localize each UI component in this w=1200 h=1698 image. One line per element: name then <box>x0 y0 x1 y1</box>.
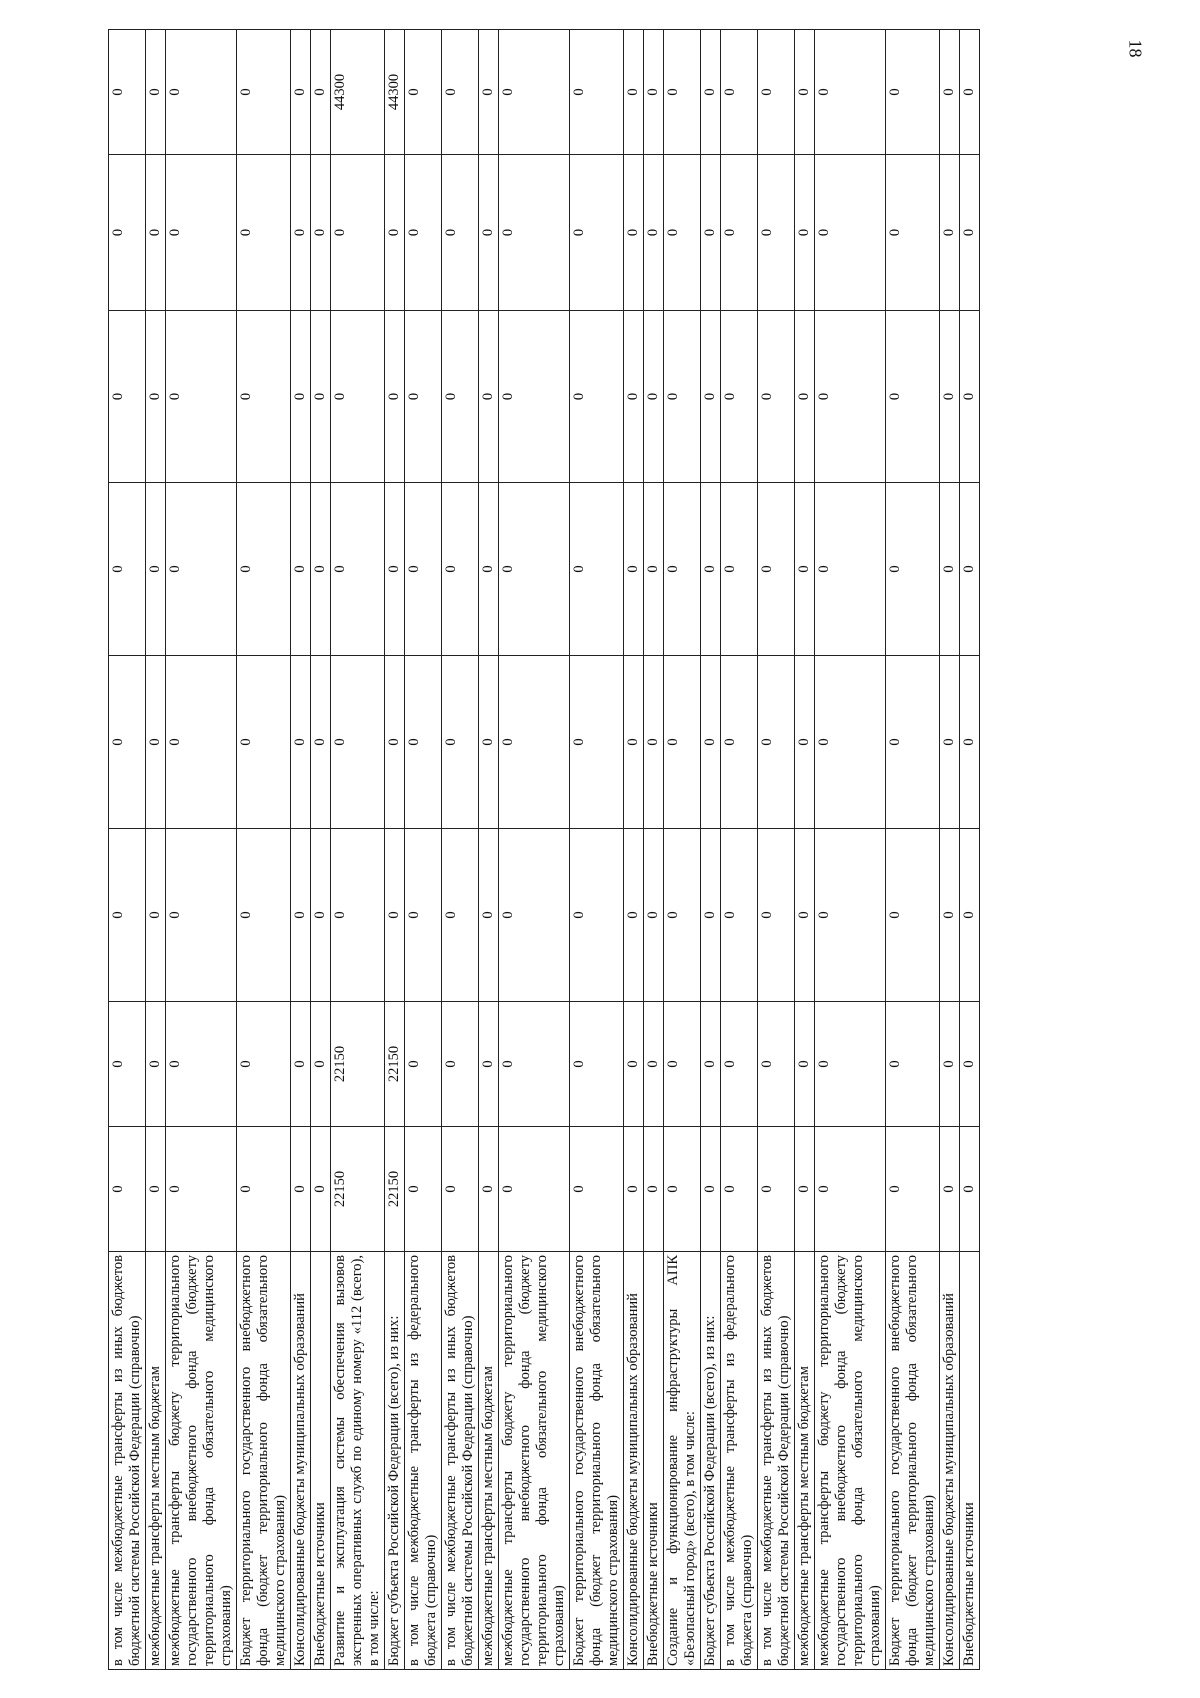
value-cell: 0 <box>721 483 758 656</box>
table-row <box>758 30 795 1670</box>
row-label-cell: Создание и функционирование инфраструктуры АПК «Безопасный город» (всего), в том числе: <box>664 1252 701 1670</box>
value-cell: 0 <box>499 483 570 656</box>
value-cell: 0 <box>624 1127 644 1252</box>
table-row <box>109 30 146 1670</box>
value-cell: 0 <box>886 311 940 483</box>
value-cell: 0 <box>795 1002 815 1127</box>
table-row <box>237 30 291 1670</box>
value-cell: 0 <box>291 656 311 829</box>
value-cell: 0 <box>644 483 664 656</box>
value-cell: 0 <box>311 829 331 1002</box>
value-cell: 0 <box>291 155 311 311</box>
value-cell: 0 <box>701 483 721 656</box>
value-cell: 0 <box>701 829 721 1002</box>
value-cell: 0 <box>886 1002 940 1127</box>
value-cell: 0 <box>385 656 405 829</box>
value-cell: 0 <box>109 311 146 483</box>
value-cell: 0 <box>624 1002 644 1127</box>
value-cell: 0 <box>109 155 146 311</box>
value-cell: 0 <box>815 656 886 829</box>
value-cell: 0 <box>570 1002 624 1127</box>
value-cell: 0 <box>940 829 960 1002</box>
value-cell: 0 <box>664 155 701 311</box>
value-cell: 0 <box>166 30 237 155</box>
value-cell: 0 <box>701 656 721 829</box>
value-cell: 0 <box>311 1127 331 1252</box>
value-cell: 0 <box>166 656 237 829</box>
value-cell: 0 <box>664 656 701 829</box>
value-cell: 0 <box>237 30 291 155</box>
row-label-cell: Бюджет субъекта Российской Федерации (всего), из них: <box>701 1252 721 1670</box>
value-cell: 0 <box>109 1127 146 1252</box>
financing-table <box>108 29 980 1670</box>
value-cell: 0 <box>146 483 166 656</box>
value-cell: 0 <box>385 311 405 483</box>
value-cell: 0 <box>237 829 291 1002</box>
value-cell: 0 <box>442 1127 479 1252</box>
value-cell: 0 <box>940 483 960 656</box>
table-row <box>570 30 624 1670</box>
value-cell: 0 <box>758 483 795 656</box>
table-row <box>146 30 166 1670</box>
value-cell: 0 <box>109 829 146 1002</box>
value-cell: 0 <box>624 829 644 1002</box>
value-cell: 44300 <box>331 30 385 155</box>
value-cell: 0 <box>664 829 701 1002</box>
table-row <box>940 30 960 1670</box>
value-cell: 0 <box>886 155 940 311</box>
table-row <box>701 30 721 1670</box>
table-row <box>385 30 405 1670</box>
value-cell: 0 <box>237 1002 291 1127</box>
row-label-cell: Внебюджетные источники <box>311 1252 331 1670</box>
value-cell: 0 <box>940 155 960 311</box>
value-cell: 0 <box>570 483 624 656</box>
value-cell: 0 <box>331 155 385 311</box>
table-row <box>886 30 940 1670</box>
value-cell: 0 <box>960 30 980 155</box>
value-cell: 0 <box>701 1127 721 1252</box>
table-row <box>166 30 237 1670</box>
value-cell: 0 <box>291 1127 311 1252</box>
value-cell: 0 <box>624 656 644 829</box>
table-row <box>442 30 479 1670</box>
value-cell: 0 <box>960 1127 980 1252</box>
value-cell: 0 <box>499 1127 570 1252</box>
value-cell: 0 <box>311 1002 331 1127</box>
value-cell: 0 <box>701 311 721 483</box>
value-cell: 0 <box>815 1127 886 1252</box>
value-cell: 0 <box>624 155 644 311</box>
value-cell: 0 <box>499 829 570 1002</box>
value-cell: 0 <box>758 1127 795 1252</box>
value-cell: 0 <box>644 30 664 155</box>
value-cell: 0 <box>815 311 886 483</box>
value-cell: 0 <box>405 1002 442 1127</box>
value-cell: 0 <box>237 483 291 656</box>
value-cell: 0 <box>624 483 644 656</box>
value-cell: 0 <box>442 155 479 311</box>
value-cell: 0 <box>664 30 701 155</box>
value-cell: 0 <box>960 311 980 483</box>
table-row <box>795 30 815 1670</box>
value-cell: 0 <box>499 311 570 483</box>
row-label-cell: в том числе межбюджетные трансферты из иных бюджетов бюджетной системы Российской Федерации (справочно) <box>758 1252 795 1670</box>
value-cell: 0 <box>960 155 980 311</box>
row-label-cell: Внебюджетные источники <box>960 1252 980 1670</box>
value-cell: 0 <box>795 311 815 483</box>
value-cell: 22150 <box>331 1127 385 1252</box>
value-cell: 0 <box>960 483 980 656</box>
value-cell: 0 <box>721 155 758 311</box>
value-cell: 0 <box>644 311 664 483</box>
value-cell: 0 <box>644 155 664 311</box>
value-cell: 0 <box>886 30 940 155</box>
value-cell: 0 <box>405 829 442 1002</box>
value-cell: 0 <box>701 30 721 155</box>
value-cell: 0 <box>146 829 166 1002</box>
value-cell: 0 <box>940 311 960 483</box>
value-cell: 0 <box>237 311 291 483</box>
value-cell: 0 <box>570 1127 624 1252</box>
value-cell: 0 <box>291 1002 311 1127</box>
row-label-cell: Консолидированные бюджеты муниципальных образований <box>291 1252 311 1670</box>
row-label-cell: в том числе межбюджетные трансферты из федерального бюджета (справочно) <box>721 1252 758 1670</box>
value-cell: 0 <box>442 1002 479 1127</box>
page-number: 18 <box>1125 39 1146 57</box>
value-cell: 0 <box>479 155 499 311</box>
table-row <box>291 30 311 1670</box>
value-cell: 0 <box>758 829 795 1002</box>
value-cell: 0 <box>331 829 385 1002</box>
value-cell: 0 <box>479 1127 499 1252</box>
value-cell: 0 <box>701 155 721 311</box>
value-cell: 0 <box>166 829 237 1002</box>
value-cell: 0 <box>795 656 815 829</box>
value-cell: 0 <box>109 483 146 656</box>
value-cell: 0 <box>291 30 311 155</box>
value-cell: 0 <box>886 656 940 829</box>
value-cell: 0 <box>499 30 570 155</box>
value-cell: 0 <box>405 311 442 483</box>
value-cell: 0 <box>815 483 886 656</box>
value-cell: 0 <box>146 1002 166 1127</box>
value-cell: 0 <box>237 656 291 829</box>
value-cell: 0 <box>960 829 980 1002</box>
value-cell: 0 <box>721 829 758 1002</box>
value-cell: 0 <box>311 656 331 829</box>
value-cell: 0 <box>479 311 499 483</box>
table-row <box>405 30 442 1670</box>
value-cell: 0 <box>721 1002 758 1127</box>
row-label-cell: Бюджет территориального государственного внебюджетного фонда (бюджет территориального фонда обязательного медицинского страхования) <box>886 1252 940 1670</box>
row-label-cell: в том числе межбюджетные трансферты из иных бюджетов бюджетной системы Российской Федерации (справочно) <box>109 1252 146 1670</box>
value-cell: 0 <box>331 311 385 483</box>
value-cell: 0 <box>385 829 405 1002</box>
value-cell: 0 <box>570 30 624 155</box>
value-cell: 0 <box>479 656 499 829</box>
row-label-cell: Развитие и эксплуатация системы обеспечения вызовов экстренных оперативных служб по единому номеру «112 (всего), в том числе: <box>331 1252 385 1670</box>
value-cell: 0 <box>311 311 331 483</box>
value-cell: 0 <box>146 656 166 829</box>
value-cell: 0 <box>758 30 795 155</box>
row-label-cell: Бюджет территориального государственного внебюджетного фонда (бюджет территориального фонда обязательного медицинского страхования) <box>237 1252 291 1670</box>
value-cell: 0 <box>721 656 758 829</box>
value-cell: 0 <box>815 1002 886 1127</box>
value-cell: 0 <box>664 1002 701 1127</box>
value-cell: 0 <box>758 155 795 311</box>
value-cell: 0 <box>940 30 960 155</box>
value-cell: 0 <box>291 483 311 656</box>
value-cell: 0 <box>311 30 331 155</box>
value-cell: 0 <box>166 311 237 483</box>
value-cell: 0 <box>960 1002 980 1127</box>
row-label-cell: межбюджетные трансферты бюджету территориального государственного внебюджетного фонда (бюджету территориального фонда обязательного медицинского страхования) <box>499 1252 570 1670</box>
table-row <box>960 30 980 1670</box>
value-cell: 0 <box>405 30 442 155</box>
table-row <box>479 30 499 1670</box>
table-row <box>311 30 331 1670</box>
value-cell: 0 <box>624 30 644 155</box>
row-label-cell: межбюджетные трансферты местным бюджетам <box>146 1252 166 1670</box>
value-cell: 0 <box>442 30 479 155</box>
value-cell: 0 <box>795 1127 815 1252</box>
value-cell: 22150 <box>331 1002 385 1127</box>
value-cell: 0 <box>570 155 624 311</box>
value-cell: 0 <box>795 483 815 656</box>
value-cell: 0 <box>758 311 795 483</box>
value-cell: 0 <box>644 829 664 1002</box>
value-cell: 0 <box>479 483 499 656</box>
value-cell: 0 <box>479 1002 499 1127</box>
value-cell: 0 <box>385 155 405 311</box>
value-cell: 0 <box>146 155 166 311</box>
row-label-cell: межбюджетные трансферты местным бюджетам <box>479 1252 499 1670</box>
value-cell: 0 <box>664 483 701 656</box>
value-cell: 0 <box>442 656 479 829</box>
value-cell: 0 <box>146 1127 166 1252</box>
table-row <box>644 30 664 1670</box>
value-cell: 0 <box>311 155 331 311</box>
row-label-cell: в том числе межбюджетные трансферты из федерального бюджета (справочно) <box>405 1252 442 1670</box>
value-cell: 0 <box>795 30 815 155</box>
table-row <box>331 30 385 1670</box>
table-row <box>499 30 570 1670</box>
table-body <box>109 30 980 1670</box>
value-cell: 0 <box>644 1002 664 1127</box>
row-label-cell: межбюджетные трансферты бюджету территориального государственного внебюджетного фонда (бюджету территориального фонда обязательного медицинского страхования) <box>815 1252 886 1670</box>
value-cell: 0 <box>815 829 886 1002</box>
value-cell: 0 <box>499 155 570 311</box>
value-cell: 0 <box>291 829 311 1002</box>
value-cell: 0 <box>237 155 291 311</box>
value-cell: 0 <box>795 155 815 311</box>
value-cell: 22150 <box>385 1002 405 1127</box>
value-cell: 0 <box>331 656 385 829</box>
value-cell: 0 <box>664 1127 701 1252</box>
row-label-cell: Внебюджетные источники <box>644 1252 664 1670</box>
value-cell: 0 <box>291 311 311 483</box>
value-cell: 0 <box>721 1127 758 1252</box>
value-cell: 0 <box>499 1002 570 1127</box>
value-cell: 0 <box>442 829 479 1002</box>
value-cell: 0 <box>166 483 237 656</box>
value-cell: 0 <box>570 829 624 1002</box>
value-cell: 0 <box>479 30 499 155</box>
value-cell: 0 <box>570 311 624 483</box>
value-cell: 0 <box>886 483 940 656</box>
value-cell: 0 <box>644 1127 664 1252</box>
value-cell: 0 <box>624 311 644 483</box>
value-cell: 0 <box>442 311 479 483</box>
value-cell: 0 <box>331 483 385 656</box>
value-cell: 0 <box>940 1127 960 1252</box>
value-cell: 0 <box>146 30 166 155</box>
value-cell: 0 <box>940 656 960 829</box>
value-cell: 0 <box>146 311 166 483</box>
value-cell: 0 <box>644 656 664 829</box>
value-cell: 0 <box>311 483 331 656</box>
value-cell: 0 <box>405 155 442 311</box>
value-cell: 0 <box>570 656 624 829</box>
row-label-cell: в том числе межбюджетные трансферты из иных бюджетов бюджетной системы Российской Федерации (справочно) <box>442 1252 479 1670</box>
value-cell: 44300 <box>385 30 405 155</box>
table-row <box>815 30 886 1670</box>
value-cell: 0 <box>109 30 146 155</box>
value-cell: 0 <box>237 1127 291 1252</box>
value-cell: 0 <box>886 829 940 1002</box>
value-cell: 0 <box>940 1002 960 1127</box>
value-cell: 0 <box>758 1002 795 1127</box>
value-cell: 0 <box>442 483 479 656</box>
value-cell: 0 <box>405 656 442 829</box>
value-cell: 0 <box>479 829 499 1002</box>
value-cell: 0 <box>795 829 815 1002</box>
value-cell: 0 <box>166 1127 237 1252</box>
value-cell: 0 <box>664 311 701 483</box>
table-row <box>624 30 644 1670</box>
value-cell: 0 <box>815 30 886 155</box>
table-row <box>664 30 701 1670</box>
value-cell: 0 <box>721 311 758 483</box>
rotated-table-frame <box>108 30 1043 1670</box>
table-row <box>721 30 758 1670</box>
value-cell: 0 <box>109 656 146 829</box>
row-label-cell: Бюджет субъекта Российской Федерации (всего), из них: <box>385 1252 405 1670</box>
value-cell: 0 <box>405 1127 442 1252</box>
value-cell: 0 <box>405 483 442 656</box>
value-cell: 0 <box>721 30 758 155</box>
row-label-cell: Бюджет территориального государственного внебюджетного фонда (бюджет территориального фонда обязательного медицинского страхования) <box>570 1252 624 1670</box>
value-cell: 0 <box>758 656 795 829</box>
value-cell: 0 <box>499 656 570 829</box>
value-cell: 0 <box>701 1002 721 1127</box>
value-cell: 0 <box>385 483 405 656</box>
row-label-cell: Консолидированные бюджеты муниципальных образований <box>940 1252 960 1670</box>
value-cell: 0 <box>960 656 980 829</box>
value-cell: 0 <box>815 155 886 311</box>
value-cell: 22150 <box>385 1127 405 1252</box>
row-label-cell: межбюджетные трансферты бюджету территориального государственного внебюджетного фонда (бюджету территориального фонда обязательного медицинского страхования) <box>166 1252 237 1670</box>
value-cell: 0 <box>886 1127 940 1252</box>
row-label-cell: межбюджетные трансферты местным бюджетам <box>795 1252 815 1670</box>
value-cell: 0 <box>109 1002 146 1127</box>
row-label-cell: Консолидированные бюджеты муниципальных образований <box>624 1252 644 1670</box>
value-cell: 0 <box>166 155 237 311</box>
value-cell: 0 <box>166 1002 237 1127</box>
